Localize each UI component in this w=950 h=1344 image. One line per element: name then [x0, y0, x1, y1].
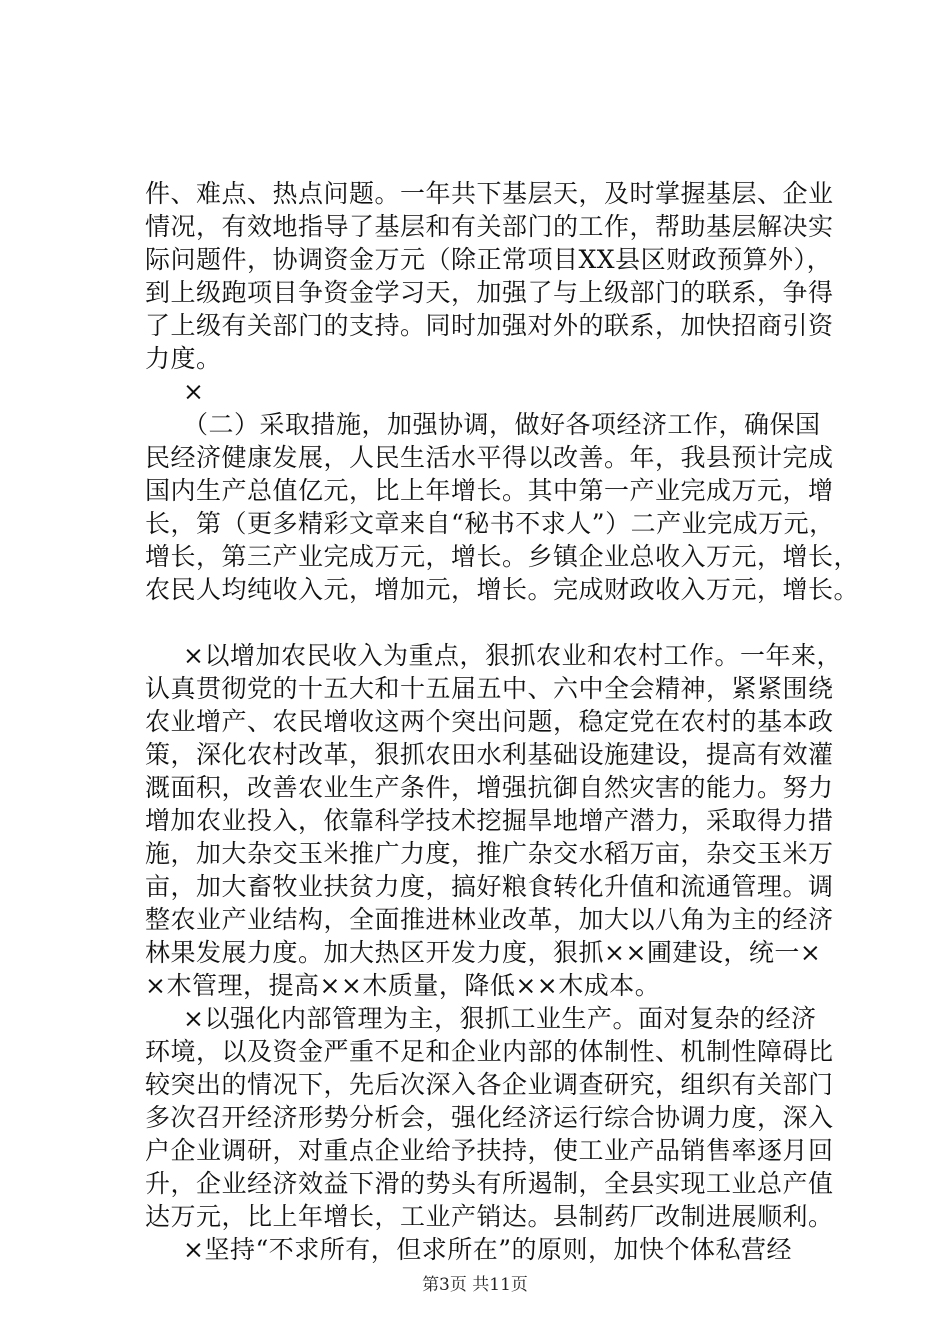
paragraph-line: 农业增产、农民增收这两个突出问题，稳定党在农村的基本政: [145, 707, 834, 736]
paragraph-line: 增长，第三产业完成万元，增长。乡镇企业总收入万元，增长，: [145, 542, 860, 571]
paragraph-line: 情况，有效地指导了基层和有关部门的工作，帮助基层解决实: [145, 212, 834, 241]
paragraph-line: 户企业调研，对重点企业给予扶持，使工业产品销售率逐月回: [145, 1136, 834, 1165]
paragraph-line: 际问题件，协调资金万元（除正常项目XX县区财政预算外），: [145, 245, 833, 274]
paragraph-line: 较突出的情况下，先后次深入各企业调查研究，组织有关部门: [145, 1070, 834, 1099]
paragraph-line: 溉面积，改善农业生产条件，增强抗御自然灾害的能力。努力: [145, 773, 834, 802]
paragraph-line: 多次召开经济形势分析会，强化经济运行综合协调力度，深入: [145, 1103, 834, 1132]
paragraph-line: ×以增加农民收入为重点，狠抓农业和农村工作。一年来，: [183, 641, 842, 670]
paragraph-line: 林果发展力度。加大热区开发力度，狠抓××圃建设，统一×: [145, 938, 822, 967]
paragraph-line: 施，加大杂交玉米推广力度，推广杂交水稻万亩，杂交玉米万: [145, 839, 834, 868]
paragraph-line: ×木管理，提高××木质量，降低××木成本。: [145, 971, 661, 1000]
paragraph-line: 了上级有关部门的支持。同时加强对外的联系，加快招商引资: [145, 311, 834, 340]
paragraph-line: 整农业产业结构，全面推进林业改革，加大以八角为主的经济: [145, 905, 834, 934]
marker-line: ×: [183, 377, 205, 406]
paragraph-line: 环境，以及资金严重不足和企业内部的体制性、机制性障碍比: [145, 1037, 834, 1066]
paragraph-line: 件、难点、热点问题。一年共下基层天，及时掌握基层、企业: [145, 179, 834, 208]
paragraph-line: 策，深化农村改革，狠抓农田水利基础设施建设，提高有效灌: [145, 740, 834, 769]
paragraph-line: 农民人均纯收入元，增加元，增长。完成财政收入万元，增长。: [145, 575, 860, 604]
paragraph-line: ×以强化内部管理为主，狠抓工业生产。面对复杂的经济: [183, 1004, 817, 1033]
paragraph-line: 到上级跑项目争资金学习天，加强了与上级部门的联系，争得: [145, 278, 834, 307]
paragraph-line: 认真贯彻党的十五大和十五届五中、六中全会精神，紧紧围绕: [145, 674, 834, 703]
paragraph-line: 民经济健康发展，人民生活水平得以改善。年，我县预计完成: [145, 443, 834, 472]
paragraph-line: 亩，加大畜牧业扶贫力度，搞好粮食转化升值和流通管理。调: [145, 872, 834, 901]
page-footer: 第3页 共11页: [422, 1275, 528, 1295]
paragraph-line: ×坚持“不求所有，但求所在”的原则，加快个体私营经: [183, 1235, 793, 1264]
paragraph-line: 增加农业投入，依靠科学技术挖掘旱地增产潜力，采取得力措: [145, 806, 834, 835]
paragraph-line: 达万元，比上年增长，工业产销达。县制药厂改制进展顺利。: [145, 1202, 834, 1231]
paragraph-line: 力度。: [145, 344, 222, 373]
paragraph-line: （二）采取措施，加强协调，做好各项经济工作，确保国: [183, 410, 821, 439]
paragraph-line: 长，第（更多精彩文章来自“秘书不求人”）二产业完成万元，: [145, 509, 835, 538]
paragraph-line: 升，企业经济效益下滑的势头有所遏制，全县实现工业总产值: [145, 1169, 834, 1198]
paragraph-line: 国内生产总值亿元，比上年增长。其中第一产业完成万元，增: [145, 476, 834, 505]
